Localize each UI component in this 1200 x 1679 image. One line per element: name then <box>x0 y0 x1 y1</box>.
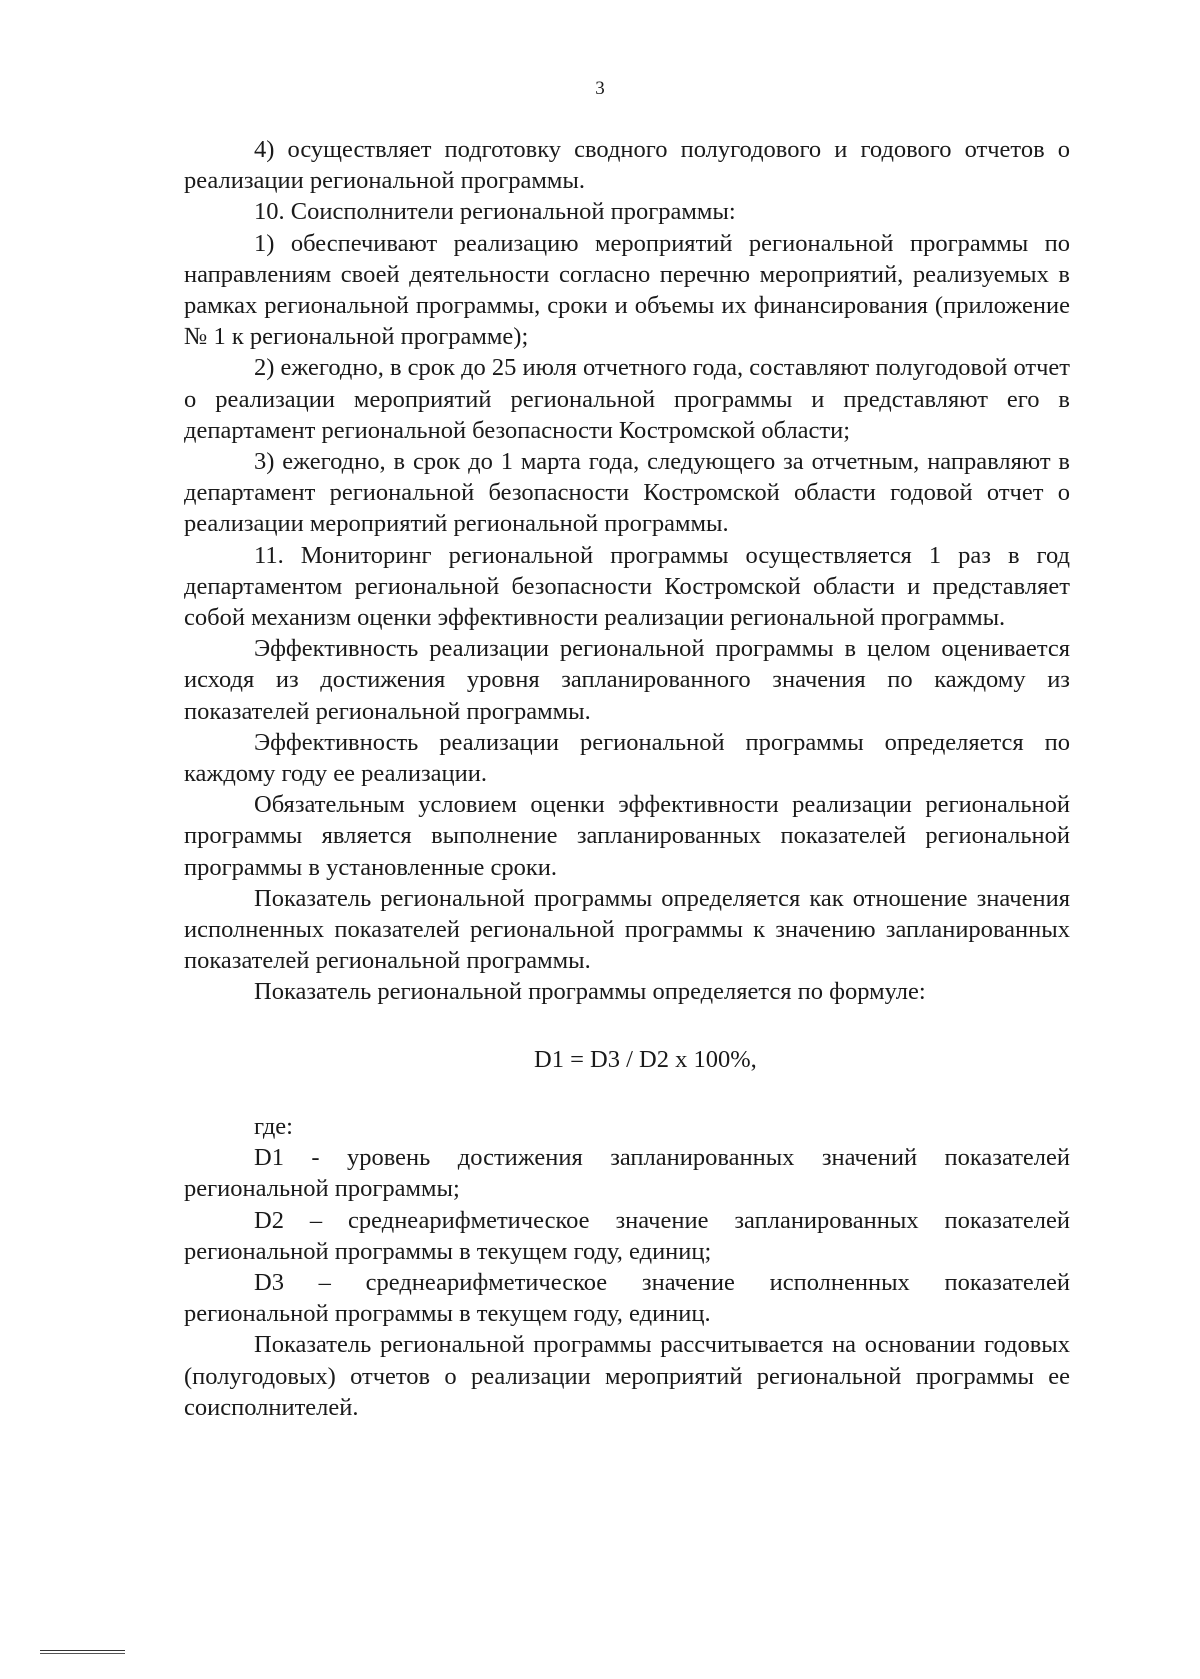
paragraph: Эффективность реализации региональной программы в целом оценивается исходя из достижения уровня запланированного значения по каждому из показателей региональной программы. <box>184 635 1070 725</box>
paragraph: Эффективность реализации региональной программы определяется по каждому году ее реализации. <box>184 728 1070 788</box>
paragraph: 2) ежегодно, в срок до 25 июля отчетного года, составляют полугодовой отчет о реализации мероприятий региональной программы и представляют его в департамент региональной безопасности Костромской области; <box>184 354 1070 444</box>
paragraph: Обязательным условием оценки эффективности реализации региональной программы является выполнение запланированных показателей региональной программы в установленные сроки. <box>184 791 1070 881</box>
definition-d1: D1 - уровень достижения запланированных значений показателей региональной программы; <box>184 1144 1070 1203</box>
page-number: 3 <box>595 78 605 99</box>
footer-rule <box>40 1650 125 1651</box>
definition-d3: D3 – среднеарифметическое значение исполненных показателей региональной программы в текущем году, единиц. <box>184 1268 1070 1328</box>
formula: D1 = D3 / D2 x 100%, <box>534 1045 757 1073</box>
paragraph: Показатель региональной программы определяется по формуле: <box>254 978 926 1006</box>
document-body <box>184 134 1070 1423</box>
paragraph: Показатель региональной программы определяется как отношение значения исполненных показателей региональной программы к значению запланированных показателей региональной программы. <box>184 884 1070 975</box>
closing-paragraph: Показатель региональной программы рассчитывается на основании годовых (полугодовых) отчетов о реализации мероприятий региональной программы ее соисполнителей. <box>184 1331 1070 1421</box>
paragraph: 4) осуществляет подготовку сводного полугодового и годового отчетов о реализации региональной программы. <box>184 136 1070 195</box>
definition-d2: D2 – среднеарифметическое значение запланированных показателей региональной программы в текущем году, единиц; <box>184 1206 1070 1265</box>
footer-rule <box>40 1653 125 1654</box>
where-label: где: <box>254 1112 293 1140</box>
paragraph: 3) ежегодно, в срок до 1 марта года, следующего за отчетным, направляют в департамент региональной безопасности Костромской области годовой отчет о реализации мероприятий региональной программы. <box>184 448 1070 538</box>
paragraph: 1) обеспечивают реализацию мероприятий региональной программы по направлениям своей деятельности согласно перечню мероприятий, реализуемых в рамках региональной программы, сроки и объемы их финансирования (приложение № 1 к региональной программе); <box>184 229 1070 351</box>
paragraph: 11. Мониторинг региональной программы осуществляется 1 раз в год департаментом региональной безопасности Костромской области и представляет собой механизм оценки эффективности реализации региональной программы. <box>184 541 1070 632</box>
paragraph: 10. Соисполнители региональной программы: <box>254 198 736 226</box>
